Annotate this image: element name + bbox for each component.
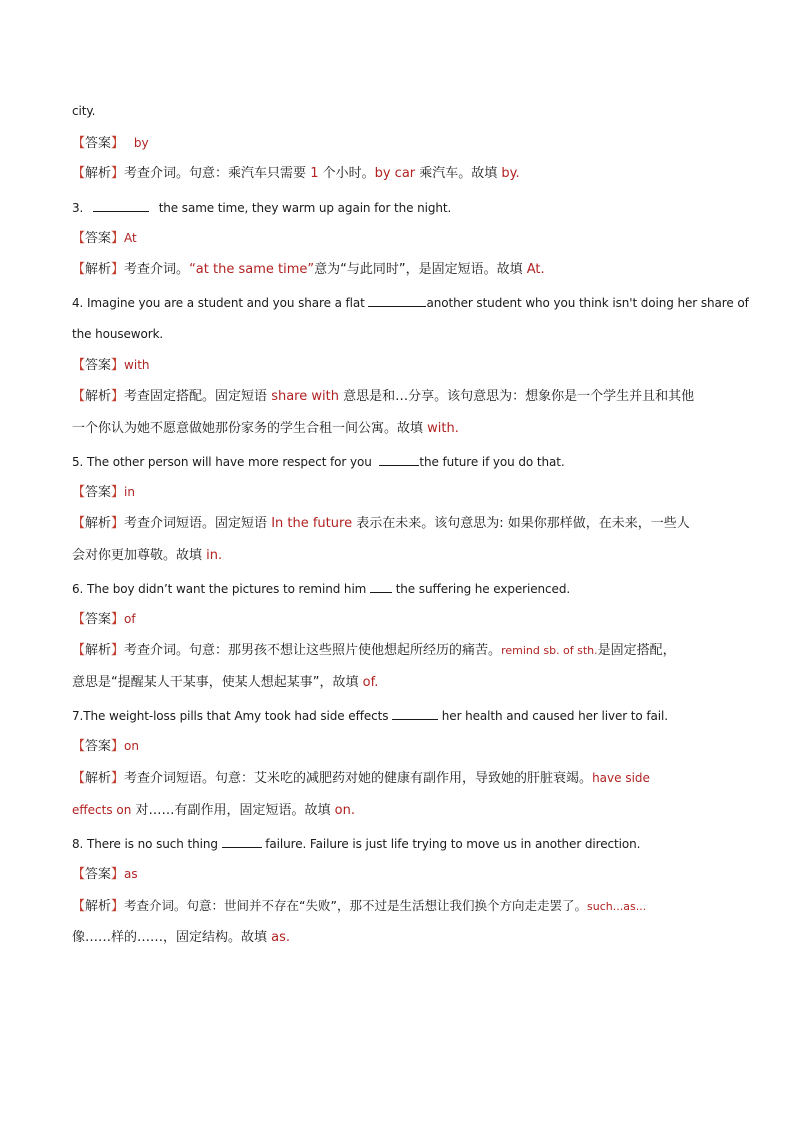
- answer-blank: [222, 835, 262, 848]
- explanation-line-cont: 一个你认为她不愿意做她那份家务的学生合租一间公寓。故填 with.: [72, 421, 459, 436]
- explanation-line: 【解析】考查介词。“at the same time”意为“与此同时”，是固定短语。故填 At.: [72, 262, 545, 277]
- answer-label: 【答案】: [72, 612, 125, 627]
- question-text: city.: [72, 104, 96, 118]
- answer-blank: [370, 580, 392, 593]
- explanation-line: 【解析】考查介词。句意：乘汽车只需要 1 个小时。by car 乘汽车。故填 by.: [72, 166, 520, 181]
- answer-line: [72, 135, 149, 152]
- answer-line: [72, 484, 135, 501]
- explanation-line: 【解析】考查介词。句意：世间并不存在“失败”，那不过是生活想让我们换个方向走走罢了。such...as...: [72, 898, 647, 914]
- question-6: 6. The boy didn’t want the pictures to remind him the suffering he experienced.: [72, 582, 571, 596]
- explanation-line-cont: 像……样的……，固定结构。故填 as.: [72, 930, 291, 945]
- answer-label: 【答案】: [72, 136, 125, 151]
- explanation-line-cont: 意思是“提醒某人干某事，使某人想起某事”，故填 of.: [72, 675, 379, 690]
- answer-label: 【答案】: [72, 867, 125, 882]
- analysis-label: 【解析】: [72, 516, 125, 531]
- answer-line: [72, 611, 136, 628]
- answer-line: [72, 230, 137, 247]
- analysis-label: 【解析】: [72, 389, 125, 404]
- explanation-line-cont: effects on 对……有副作用，固定短语。故填 on.: [72, 803, 355, 818]
- answer-label: 【答案】: [72, 358, 125, 373]
- question-continuation: [72, 103, 95, 119]
- explanation-line: 【解析】考查介词。句意：那男孩不想让这些照片使他想起所经历的痛苦。remind sb. of sth.是固定搭配，: [72, 643, 676, 658]
- answer-blank: [392, 707, 438, 720]
- answer-line: [72, 357, 150, 374]
- answer-blank: [368, 294, 426, 307]
- explanation-line: 【解析】考查固定搭配。固定短语 share with 意思是和…分享。该句意思为：想象你是一个学生并且和其他: [72, 389, 695, 404]
- explanation-line: 【解析】考查介词短语。固定短语 In the future 表示在未来。该句意思为: 如果你那样做，在未来，一些人: [72, 516, 690, 531]
- question-3: 3. the same time, they warm up again for the night.: [72, 201, 452, 215]
- answer-label: 【答案】: [72, 739, 125, 754]
- question-7: 7.The weight-loss pills that Amy took had side effects her health and caused her liver to fail.: [72, 709, 668, 723]
- analysis-label: 【解析】: [72, 771, 125, 786]
- analysis-label: 【解析】: [72, 166, 125, 181]
- answer-label: 【答案】: [72, 231, 125, 246]
- answer-value: At: [124, 231, 137, 245]
- answer-line: [72, 738, 139, 755]
- question-8: 8. There is no such thing failure. Failure is just life trying to move us in another direction.: [72, 837, 641, 851]
- answer-value: on: [124, 739, 139, 753]
- answer-value: of: [124, 612, 136, 626]
- analysis-label: 【解析】: [72, 262, 125, 277]
- answer-value: by: [133, 136, 149, 150]
- answer-value: as: [124, 867, 138, 881]
- answer-blank: [379, 453, 419, 466]
- analysis-label: 【解析】: [72, 899, 125, 914]
- answer-label: 【答案】: [72, 485, 125, 500]
- analysis-label: 【解析】: [72, 643, 125, 658]
- explanation-line: 【解析】考查介词短语。句意：艾米吃的减肥药对她的健康有副作用，导致她的肝脏衰竭。have side: [72, 771, 650, 786]
- question-4-cont: the housework.: [72, 327, 164, 341]
- explanation-line-cont: 会对你更加尊敬。故填 in.: [72, 548, 223, 563]
- answer-value: in: [124, 485, 135, 499]
- answer-line: [72, 866, 138, 883]
- answer-blank: [93, 199, 149, 212]
- question-5: 5. The other person will have more respect for you the future if you do that.: [72, 455, 565, 469]
- question-4: 4. Imagine you are a student and you share a flat another student who you think isn't doing her share of: [72, 296, 749, 310]
- answer-value: with: [124, 358, 150, 372]
